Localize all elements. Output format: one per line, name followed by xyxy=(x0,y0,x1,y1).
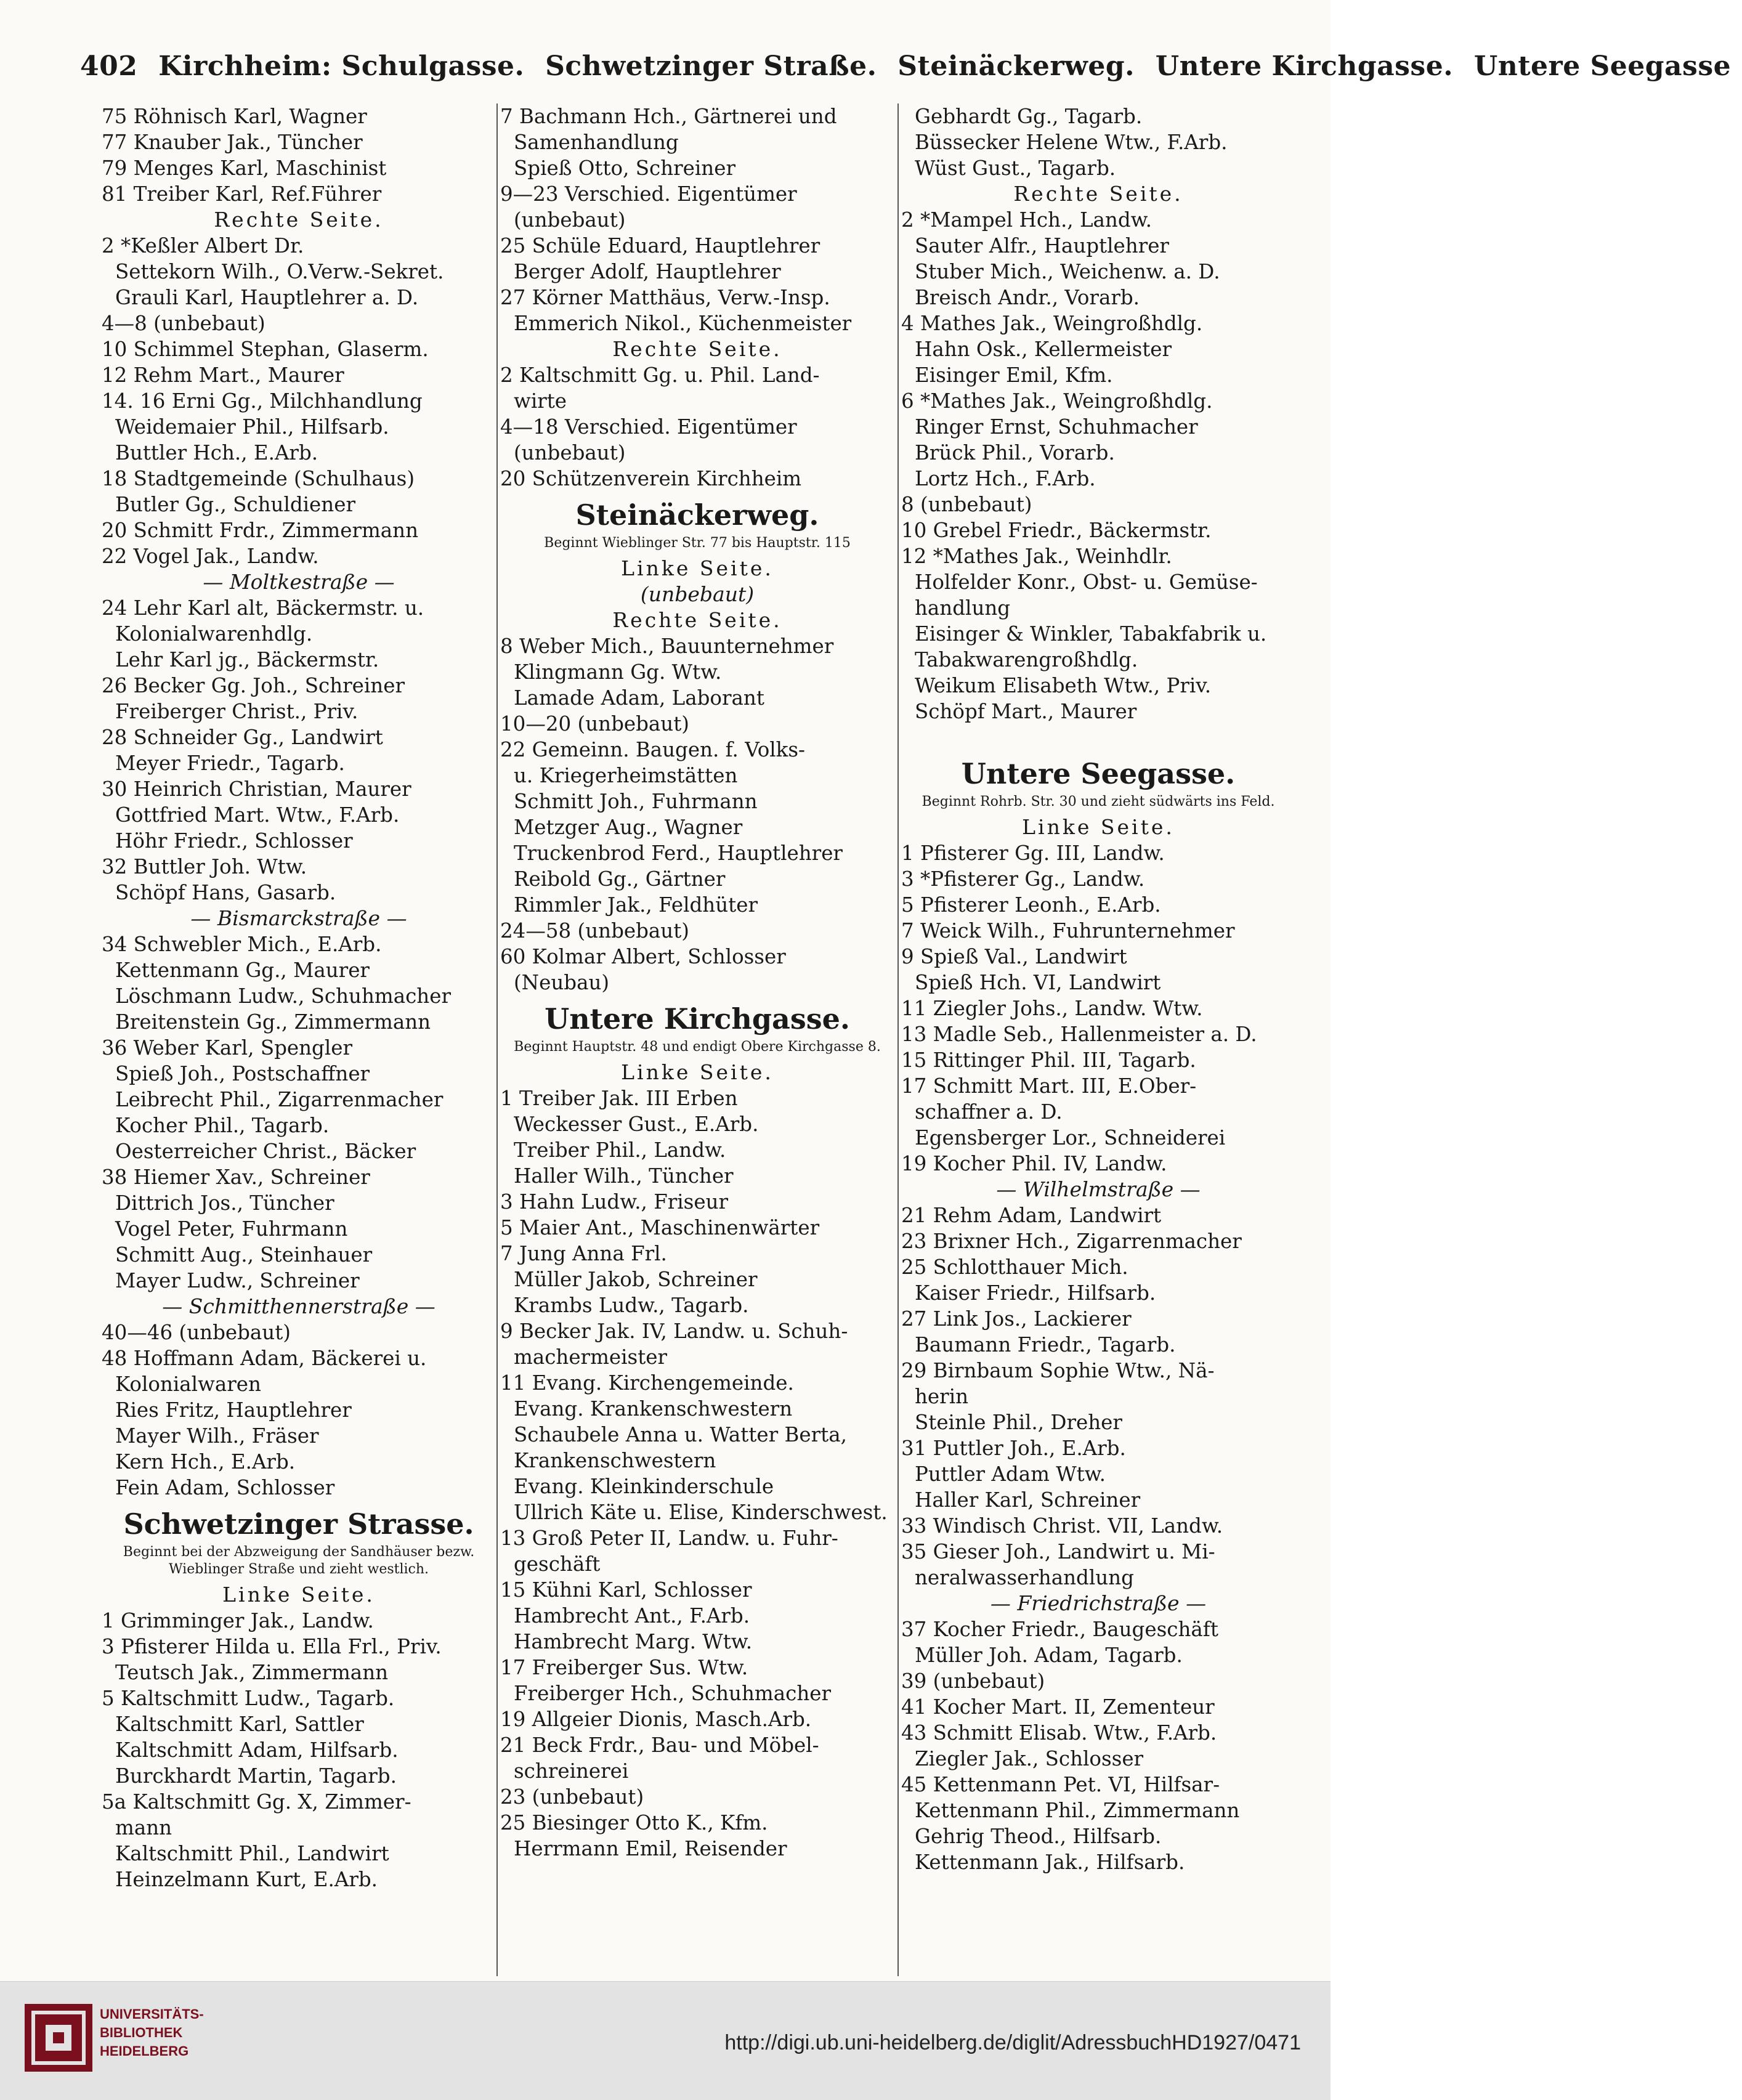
resident-entry: Gottfried Mart. Wtw., F.Arb. xyxy=(115,803,400,827)
resident-entry: Breisch Andr., Vorarb. xyxy=(915,286,1140,309)
address-entry: 41 Kocher Mart. II, Zementeur xyxy=(901,1695,1215,1719)
resident-entry: Freiberger Christ., Priv. xyxy=(115,700,359,723)
address-entry: 79 Menges Karl, Maschinist xyxy=(102,156,387,180)
address-entry: 25 Biesinger Otto K., Kfm. xyxy=(500,1811,768,1834)
resident-entry: Metzger Aug., Wagner xyxy=(514,816,743,839)
address-entry: 27 Körner Matthäus, Verw.-Insp. xyxy=(500,286,830,309)
header-street: Untere Seegasse xyxy=(1473,51,1732,82)
resident-entry: Holfelder Konr., Obst- u. Gemüse- xyxy=(915,570,1258,594)
address-entry: 9 Spieß Val., Landwirt xyxy=(901,945,1127,968)
address-entry: 20 Schützenverein Kirchheim xyxy=(500,467,802,490)
resident-entry: geschäft xyxy=(514,1552,601,1576)
address-entry: 27 Link Jos., Lackierer xyxy=(901,1307,1132,1331)
address-entry: 9—23 Verschied. Eigentümer xyxy=(500,182,797,206)
resident-entry: Lamade Adam, Laborant xyxy=(514,686,764,710)
resident-entry: Wüst Gust., Tagarb. xyxy=(915,156,1116,180)
resident-entry: Spieß Otto, Schreiner xyxy=(514,156,735,180)
resident-entry: Steinle Phil., Dreher xyxy=(915,1411,1122,1434)
address-entry: 35 Gieser Joh., Landwirt u. Mi- xyxy=(901,1540,1215,1563)
directory-column-middle xyxy=(500,103,894,1976)
resident-entry: Müller Jakob, Schreiner xyxy=(514,1268,758,1291)
address-entry: 12 Rehm Mart., Maurer xyxy=(102,363,344,387)
street-heading: Schwetzinger Strasse. xyxy=(123,1507,474,1541)
side-heading: Linke Seite. xyxy=(621,1060,774,1084)
address-entry: 5 Pfisterer Leonh., E.Arb. xyxy=(901,893,1161,917)
side-heading: Rechte Seite. xyxy=(612,608,782,632)
column-divider xyxy=(496,103,498,1976)
resident-entry: Fein Adam, Schlosser xyxy=(115,1476,335,1499)
address-entry: 22 Vogel Jak., Landw. xyxy=(102,545,319,568)
address-entry: 15 Kühni Karl, Schlosser xyxy=(500,1578,752,1602)
address-entry: 60 Kolmar Albert, Schlosser xyxy=(500,945,786,968)
resident-entry: Kaltschmitt Karl, Sattler xyxy=(115,1713,364,1736)
resident-entry: Burckhardt Martin, Tagarb. xyxy=(115,1764,397,1788)
resident-entry: Schöpf Hans, Gasarb. xyxy=(115,881,336,904)
resident-entry: Lortz Hch., F.Arb. xyxy=(915,467,1096,490)
resident-entry: Höhr Friedr., Schlosser xyxy=(115,829,353,853)
resident-entry: Kettenmann Jak., Hilfsarb. xyxy=(915,1851,1185,1874)
resident-entry: Haller Karl, Schreiner xyxy=(915,1488,1141,1512)
resident-entry: Krankenschwestern xyxy=(514,1449,716,1472)
cross-street-marker: — Bismarckstraße — xyxy=(190,906,407,930)
resident-entry: schaffner a. D. xyxy=(915,1100,1063,1124)
library-name-line: HEIDELBERG xyxy=(100,2043,189,2059)
resident-entry: wirte xyxy=(514,389,567,413)
directory-column-left xyxy=(102,103,496,1976)
address-entry: 13 Madle Seb., Hallenmeister a. D. xyxy=(901,1023,1257,1046)
address-entry: 81 Treiber Karl, Ref.Führer xyxy=(102,182,382,206)
resident-entry: Schmitt Aug., Steinhauer xyxy=(115,1243,373,1267)
side-heading: Linke Seite. xyxy=(621,556,774,580)
address-entry: 11 Ziegler Johs., Landw. Wtw. xyxy=(901,997,1203,1020)
resident-entry: Meyer Friedr., Tagarb. xyxy=(115,752,345,775)
resident-entry: Leibrecht Phil., Zigarrenmacher xyxy=(115,1088,444,1111)
resident-entry: Gehrig Theod., Hilfsarb. xyxy=(915,1825,1162,1848)
resident-entry: Butler Gg., Schuldiener xyxy=(115,493,355,516)
address-entry: 48 Hoffmann Adam, Bäckerei u. xyxy=(102,1347,427,1370)
address-entry: 39 (unbebaut) xyxy=(901,1669,1045,1693)
address-entry: 3 *Pfisterer Gg., Landw. xyxy=(901,867,1145,891)
resident-entry: Oesterreicher Christ., Bäcker xyxy=(115,1140,416,1163)
address-entry: 13 Groß Peter II, Landw. u. Fuhr- xyxy=(500,1526,838,1550)
address-entry: 7 Weick Wilh., Fuhrunternehmer xyxy=(901,919,1235,943)
address-entry: 11 Evang. Kirchengemeinde. xyxy=(500,1371,794,1395)
address-entry: 4—18 Verschied. Eigentümer xyxy=(500,415,797,439)
address-entry: 32 Buttler Joh. Wtw. xyxy=(102,855,307,878)
resident-entry: Rimmler Jak., Feldhüter xyxy=(514,893,758,917)
address-entry: 25 Schlotthauer Mich. xyxy=(901,1255,1128,1279)
address-entry: 37 Kocher Friedr., Baugeschäft xyxy=(901,1618,1218,1641)
resident-entry: Evang. Kleinkinderschule xyxy=(514,1475,774,1498)
resident-entry: Schöpf Mart., Maurer xyxy=(915,700,1137,723)
resident-entry: Spieß Hch. VI, Landwirt xyxy=(915,971,1161,994)
address-entry: 8 (unbebaut) xyxy=(901,493,1032,516)
street-heading: Untere Seegasse. xyxy=(961,757,1236,790)
cross-street-marker: — Wilhelmstraße — xyxy=(996,1177,1201,1201)
resident-entry: Settekorn Wilh., O.Verw.-Sekret. xyxy=(115,260,444,283)
resident-entry: Ullrich Käte u. Elise, Kinderschwest. xyxy=(514,1501,888,1524)
resident-entry: Baumann Friedr., Tagarb. xyxy=(915,1333,1176,1356)
resident-entry: Weidemaier Phil., Hilfsarb. xyxy=(115,415,389,439)
resident-entry: machermeister xyxy=(514,1345,668,1369)
address-entry: 17 Freiberger Sus. Wtw. xyxy=(500,1656,748,1679)
resident-entry: (unbebaut) xyxy=(514,208,626,232)
resident-entry: Berger Adolf, Hauptlehrer xyxy=(514,260,781,283)
address-entry: 21 Beck Frdr., Bau- und Möbel- xyxy=(500,1733,819,1757)
header-street: Untere Kirchgasse. xyxy=(1155,51,1454,82)
library-name-line: UNIVERSITÄTS- xyxy=(100,2006,204,2022)
address-entry: 1 Grimminger Jak., Landw. xyxy=(102,1609,374,1632)
resident-entry: Kaltschmitt Adam, Hilfsarb. xyxy=(115,1738,399,1762)
street-heading: Untere Kirchgasse. xyxy=(545,1002,850,1036)
resident-entry: Schmitt Joh., Fuhrmann xyxy=(514,790,758,813)
address-entry: 3 Pfisterer Hilda u. Ella Frl., Priv. xyxy=(102,1635,442,1658)
address-entry: 75 Röhnisch Karl, Wagner xyxy=(102,105,367,128)
address-entry: 9 Becker Jak. IV, Landw. u. Schuh- xyxy=(500,1320,848,1343)
address-entry: 33 Windisch Christ. VII, Landw. xyxy=(901,1514,1223,1538)
resident-entry: (unbebaut) xyxy=(514,441,626,464)
address-entry: 30 Heinrich Christian, Maurer xyxy=(102,777,411,801)
resident-entry: Teutsch Jak., Zimmermann xyxy=(115,1661,389,1684)
cross-street-marker: (unbebaut) xyxy=(640,582,755,606)
resident-entry: Stuber Mich., Weichenw. a. D. xyxy=(915,260,1220,283)
resident-entry: Kaiser Friedr., Hilfsarb. xyxy=(915,1281,1156,1305)
address-entry: 10 Grebel Friedr., Bäckermstr. xyxy=(901,519,1212,542)
resident-entry: Tabakwarengroßhdlg. xyxy=(915,648,1138,671)
address-entry: 17 Schmitt Mart. III, E.Ober- xyxy=(901,1074,1197,1098)
resident-entry: Heinzelmann Kurt, E.Arb. xyxy=(115,1868,378,1891)
resident-entry: Kettenmann Phil., Zimmermann xyxy=(915,1799,1240,1822)
address-entry: 19 Allgeier Dionis, Masch.Arb. xyxy=(500,1708,812,1731)
cross-street-marker: — Moltkestraße — xyxy=(203,570,395,594)
resident-entry: Mayer Wilh., Fräser xyxy=(115,1424,319,1448)
resident-entry: Kettenmann Gg., Maurer xyxy=(115,959,370,982)
address-entry: 5a Kaltschmitt Gg. X, Zimmer- xyxy=(102,1790,411,1814)
resident-entry: schreinerei xyxy=(514,1759,629,1783)
resident-entry: Haller Wilh., Tüncher xyxy=(514,1164,734,1188)
address-entry: 23 (unbebaut) xyxy=(500,1785,644,1809)
resident-entry: Ringer Ernst, Schuhmacher xyxy=(915,415,1198,439)
resident-entry: Büssecker Helene Wtw., F.Arb. xyxy=(915,131,1228,154)
address-entry: 28 Schneider Gg., Landwirt xyxy=(102,726,383,749)
address-entry: 4 Mathes Jak., Weingroßhdlg. xyxy=(901,312,1203,335)
resident-entry: Lehr Karl jg., Bäckermstr. xyxy=(115,648,379,671)
address-entry: 10 Schimmel Stephan, Glaserm. xyxy=(102,338,429,361)
address-entry: 22 Gemeinn. Baugen. f. Volks- xyxy=(500,738,806,761)
side-heading: Rechte Seite. xyxy=(1013,182,1183,206)
resident-entry: Puttler Adam Wtw. xyxy=(915,1462,1106,1486)
address-entry: 29 Birnbaum Sophie Wtw., Nä- xyxy=(901,1359,1215,1382)
resident-entry: Gebhardt Gg., Tagarb. xyxy=(915,105,1143,128)
header-street: Steinäckerweg. xyxy=(897,51,1135,82)
resident-entry: Hambrecht Ant., F.Arb. xyxy=(514,1604,750,1628)
resident-entry: Löschmann Ludw., Schuhmacher xyxy=(115,984,451,1008)
address-entry: 1 Pfisterer Gg. III, Landw. xyxy=(901,841,1165,865)
resident-entry: Breitenstein Gg., Zimmermann xyxy=(115,1010,431,1034)
resident-entry: Kern Hch., E.Arb. xyxy=(115,1450,296,1474)
resident-entry: Brück Phil., Vorarb. xyxy=(915,441,1115,464)
directory-column-right xyxy=(901,103,1295,1976)
address-entry: 24—58 (unbebaut) xyxy=(500,919,689,943)
resident-entry: Weckesser Gust., E.Arb. xyxy=(514,1113,759,1136)
address-entry: 2 *Mampel Hch., Landw. xyxy=(901,208,1152,232)
resident-entry: mann xyxy=(115,1816,172,1839)
address-entry: 12 *Mathes Jak., Weinhdlr. xyxy=(901,545,1172,568)
library-logo[interactable] xyxy=(25,1999,204,2085)
page-header xyxy=(80,51,1732,94)
address-entry: 24 Lehr Karl alt, Bäckermstr. u. xyxy=(102,596,424,620)
resident-entry: Ziegler Jak., Schlosser xyxy=(915,1747,1144,1770)
cross-street-marker: — Friedrichstraße — xyxy=(990,1591,1207,1615)
address-entry: 8 Weber Mich., Bauunternehmer xyxy=(500,634,834,658)
address-entry: 38 Hiemer Xav., Schreiner xyxy=(102,1166,370,1189)
resident-entry: (Neubau) xyxy=(514,971,610,994)
resident-entry: Egensberger Lor., Schneiderei xyxy=(915,1126,1226,1149)
resident-entry: Sauter Alfr., Hauptlehrer xyxy=(915,234,1169,257)
resident-entry: Hambrecht Marg. Wtw. xyxy=(514,1630,753,1653)
resident-entry: Vogel Peter, Fuhrmann xyxy=(115,1217,348,1241)
side-heading: Linke Seite. xyxy=(222,1583,375,1607)
resident-entry: Spieß Joh., Postschaffner xyxy=(115,1062,370,1085)
resident-entry: Emmerich Nikol., Küchenmeister xyxy=(514,312,852,335)
resident-entry: Mayer Ludw., Schreiner xyxy=(115,1269,360,1292)
resident-entry: Treiber Phil., Landw. xyxy=(514,1138,726,1162)
resident-entry: Freiberger Hch., Schuhmacher xyxy=(514,1682,832,1705)
resident-entry: Kocher Phil., Tagarb. xyxy=(115,1114,330,1137)
resident-entry: Samenhandlung xyxy=(514,131,679,154)
library-seal-icon xyxy=(25,2004,92,2072)
address-entry: 18 Stadtgemeinde (Schulhaus) xyxy=(102,467,415,490)
viewer-footer xyxy=(0,1981,1331,2100)
street-route-note: Beginnt Wieblinger Str. 77 bis Hauptstr. 115 xyxy=(544,535,851,551)
resident-entry: herin xyxy=(915,1385,969,1408)
address-entry: 25 Schüle Eduard, Hauptlehrer xyxy=(500,234,820,257)
address-entry: 14. 16 Erni Gg., Milchhandlung xyxy=(102,389,423,413)
header-street: Kirchheim: Schulgasse. xyxy=(158,51,525,82)
resident-entry: Kolonialwarenhdlg. xyxy=(115,622,313,646)
resident-entry: neralwasserhandlung xyxy=(915,1566,1134,1589)
side-heading: Rechte Seite. xyxy=(214,208,384,232)
side-heading: Linke Seite. xyxy=(1022,815,1175,839)
resident-entry: Grauli Karl, Hauptlehrer a. D. xyxy=(115,286,419,309)
resident-entry: Schaubele Anna u. Watter Berta, xyxy=(514,1423,847,1446)
address-entry: 77 Knauber Jak., Tüncher xyxy=(102,131,363,154)
resident-entry xyxy=(901,724,1295,750)
address-entry: 2 *Keßler Albert Dr. xyxy=(102,234,304,257)
street-route-note: Beginnt Hauptstr. 48 und endigt Obere Kirchgasse 8. xyxy=(514,1039,881,1055)
street-route-note: Beginnt bei der Abzweigung der Sandhäuser bezw. Wieblinger Straße und zieht westlich. xyxy=(123,1544,475,1577)
address-entry: 21 Rehm Adam, Landwirt xyxy=(901,1204,1162,1227)
address-entry: 26 Becker Gg. Joh., Schreiner xyxy=(102,674,405,697)
resident-entry: Eisinger Emil, Kfm. xyxy=(915,363,1113,387)
address-entry: 10—20 (unbebaut) xyxy=(500,712,689,736)
resident-entry: Evang. Krankenschwestern xyxy=(514,1397,793,1421)
address-entry: 23 Brixner Hch., Zigarrenmacher xyxy=(901,1230,1242,1253)
resident-entry: Truckenbrod Ferd., Hauptlehrer xyxy=(514,841,843,865)
library-name xyxy=(100,2005,205,2061)
address-entry: 19 Kocher Phil. IV, Landw. xyxy=(901,1152,1167,1175)
resident-entry: Krambs Ludw., Tagarb. xyxy=(514,1294,749,1317)
street-heading: Steinäckerweg. xyxy=(575,498,819,532)
address-entry: 6 *Mathes Jak., Weingroßhdlg. xyxy=(901,389,1213,413)
address-entry: 5 Kaltschmitt Ludw., Tagarb. xyxy=(102,1687,395,1710)
address-entry: 7 Bachmann Hch., Gärtnerei und xyxy=(500,105,837,128)
address-entry: 45 Kettenmann Pet. VI, Hilfsar- xyxy=(901,1773,1220,1796)
address-entry: 3 Hahn Ludw., Friseur xyxy=(500,1190,729,1214)
library-name-line: BIBLIOTHEK xyxy=(100,2025,183,2040)
resident-entry: Klingmann Gg. Wtw. xyxy=(514,660,722,684)
resident-entry: Hahn Osk., Kellermeister xyxy=(915,338,1172,361)
address-entry: 40—46 (unbebaut) xyxy=(102,1321,291,1344)
source-url-link[interactable]: http://digi.ub.uni-heidelberg.de/diglit/AdressbuchHD1927/0471 xyxy=(724,2031,1301,2054)
address-entry: 2 Kaltschmitt Gg. u. Phil. Land- xyxy=(500,363,820,387)
resident-entry: Dittrich Jos., Tüncher xyxy=(115,1191,334,1215)
address-entry: 4—8 (unbebaut) xyxy=(102,312,265,335)
resident-entry: Eisinger & Winkler, Tabakfabrik u. xyxy=(915,622,1267,646)
resident-entry: Weikum Elisabeth Wtw., Priv. xyxy=(915,674,1212,697)
address-entry: 7 Jung Anna Frl. xyxy=(500,1242,667,1265)
address-entry: 36 Weber Karl, Spengler xyxy=(102,1036,353,1060)
resident-entry: Reibold Gg., Gärtner xyxy=(514,867,726,891)
resident-entry: Ries Fritz, Hauptlehrer xyxy=(115,1398,352,1422)
address-entry: 15 Rittinger Phil. III, Tagarb. xyxy=(901,1048,1196,1072)
address-entry: 20 Schmitt Frdr., Zimmermann xyxy=(102,519,419,542)
resident-entry: Buttler Hch., E.Arb. xyxy=(115,441,318,464)
header-street: Schwetzinger Straße. xyxy=(545,51,877,82)
resident-entry: Herrmann Emil, Reisender xyxy=(514,1837,787,1860)
address-entry: 43 Schmitt Elisab. Wtw., F.Arb. xyxy=(901,1721,1217,1745)
resident-entry: Kolonialwaren xyxy=(115,1372,261,1396)
column-divider xyxy=(897,103,899,1976)
page-number: 402 xyxy=(80,51,138,82)
resident-entry: handlung xyxy=(915,596,1011,620)
cross-street-marker: — Schmitthennerstraße — xyxy=(162,1294,436,1318)
address-entry: 1 Treiber Jak. III Erben xyxy=(500,1087,738,1110)
resident-entry: Kaltschmitt Phil., Landwirt xyxy=(115,1842,389,1865)
street-route-note: Beginnt Rohrb. Str. 30 und zieht südwärts ins Feld. xyxy=(922,794,1275,809)
side-heading: Rechte Seite. xyxy=(612,337,782,361)
address-entry: 34 Schwebler Mich., E.Arb. xyxy=(102,933,382,956)
address-entry: 31 Puttler Joh., E.Arb. xyxy=(901,1437,1126,1460)
resident-entry: Müller Joh. Adam, Tagarb. xyxy=(915,1644,1183,1667)
address-entry: 5 Maier Ant., Maschinenwärter xyxy=(500,1216,820,1239)
resident-entry: u. Kriegerheimstätten xyxy=(514,764,738,787)
